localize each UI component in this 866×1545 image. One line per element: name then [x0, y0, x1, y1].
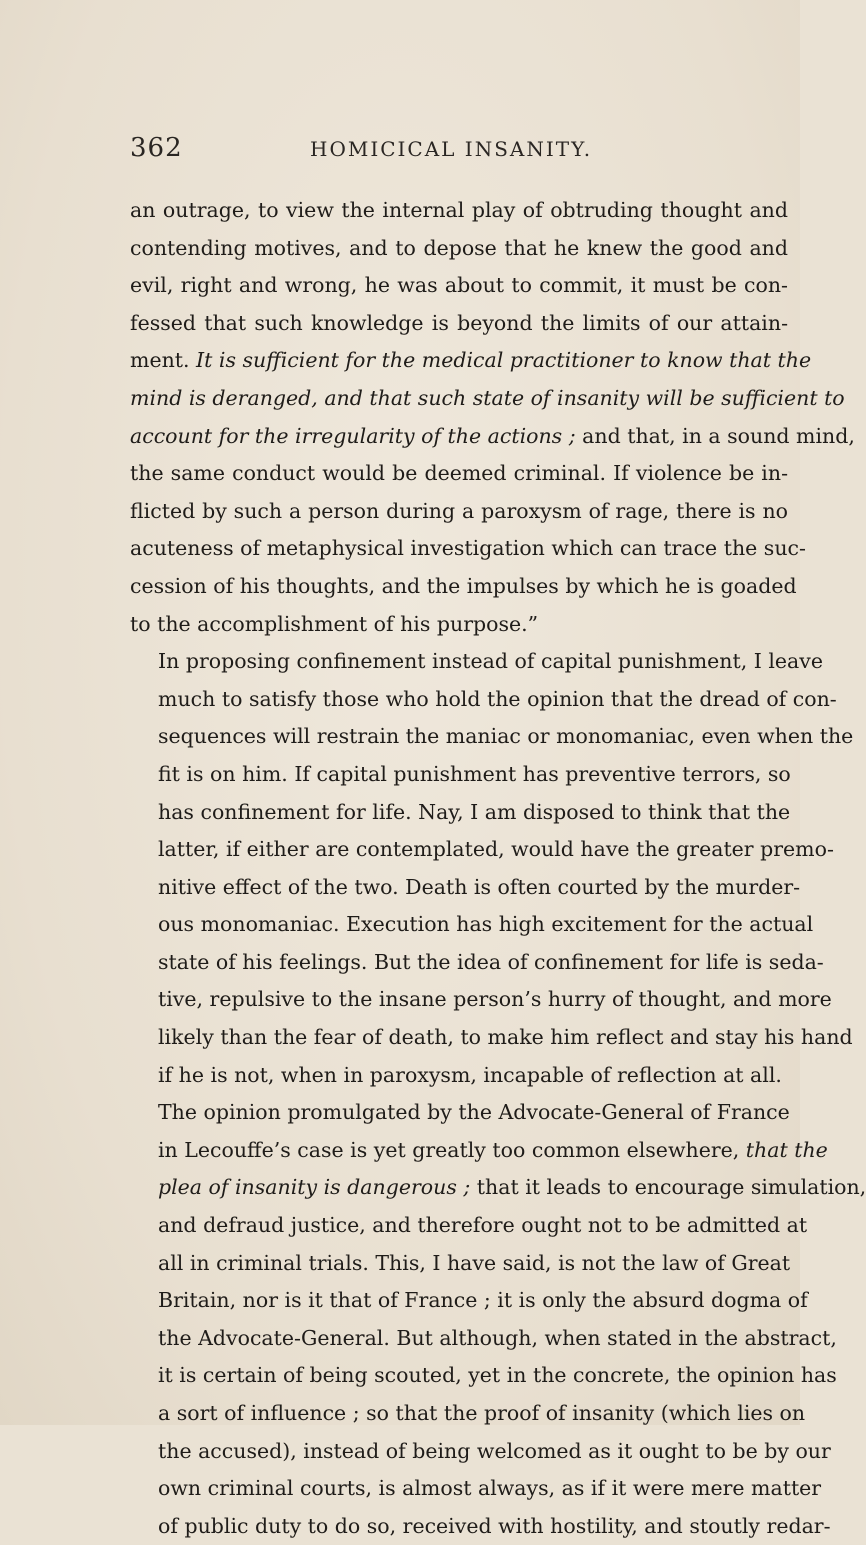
paragraph: [130, 192, 855, 643]
text-run: ous monomaniac. Execution has high excitement for the actual: [158, 912, 814, 937]
italic-text: account for the irregularity of the actions ;: [130, 423, 576, 448]
text-run: in Lecouffe’s case is yet greatly too common elsewhere,: [158, 1137, 746, 1162]
paragraph: [130, 643, 854, 1094]
text-run: the same conduct would be deemed criminal. If violence be in-: [130, 461, 788, 486]
text-run: latter, if either are contemplated, would have the greater premo-: [158, 837, 834, 862]
text-line: [130, 568, 797, 606]
body-text: [130, 192, 866, 1545]
text-line: [130, 643, 823, 681]
text-run: and that, in a sound mind,: [575, 423, 855, 448]
text-run: state of his feelings. But the idea of confinement for life is seda-: [158, 949, 824, 974]
text-line: [130, 1508, 831, 1545]
text-line: [130, 380, 845, 418]
text-line: [130, 1132, 828, 1170]
text-line: [130, 794, 791, 832]
page-number: 362: [130, 133, 183, 163]
text-run: that it leads to encourage simulation,: [470, 1175, 866, 1200]
text-run: sequences will restrain the maniac or monomaniac, even when the: [158, 724, 854, 749]
running-head: [130, 133, 780, 173]
text-run: and defraud justice, and therefore ought not to be admitted at: [158, 1213, 808, 1238]
text-run: a sort of influence ; so that the proof of insanity (which lies on: [158, 1401, 806, 1425]
text-line: [130, 1019, 853, 1057]
text-run: contending motives, and to depose that he knew the good and: [130, 235, 788, 260]
text-run: acuteness of metaphysical investigation which can trace the suc-: [130, 536, 806, 561]
text-line: [130, 718, 854, 756]
text-line: [130, 981, 832, 1019]
running-title: HOMICICAL INSANITY.: [310, 137, 593, 161]
text-line: [130, 1433, 831, 1471]
text-line: [130, 1282, 808, 1320]
text-line: [130, 869, 801, 907]
text-run: the Advocate-General. But although, when stated in the abstract,: [158, 1325, 837, 1350]
text-line: [130, 906, 814, 944]
text-run: flicted by such a person during a paroxysm of rage, there is no: [130, 498, 788, 523]
text-run: an outrage, to view the internal play of obtruding thought and: [130, 198, 788, 222]
text-line: [130, 418, 855, 456]
text-line: [130, 606, 788, 644]
text-line: [130, 1245, 791, 1283]
text-run: all in criminal trials. This, I have said, is not the law of Great: [158, 1250, 791, 1275]
text-line: [130, 1320, 837, 1358]
italic-text: plea of insanity is dangerous ;: [158, 1175, 471, 1200]
paragraph: [130, 1094, 866, 1545]
text-run: fessed that such knowledge is beyond the limits of our attain-: [130, 310, 788, 335]
text-run: own criminal courts, is almost always, as if it were mere matter: [158, 1476, 822, 1501]
text-line: [130, 1057, 788, 1095]
text-run: fit is on him. If capital punishment has preventive terrors, so: [158, 761, 791, 786]
text-line: [130, 1395, 806, 1433]
italic-text: that the: [745, 1137, 828, 1162]
text-run: it is certain of being scouted, yet in the concrete, the opinion has: [158, 1363, 837, 1388]
text-run: tive, repulsive to the insane person’s hurry of thought, and more: [158, 987, 832, 1012]
text-run: ment.: [130, 348, 197, 373]
text-line: [130, 342, 812, 380]
italic-text: It is sufficient for the medical practitioner to know that the: [196, 348, 812, 373]
text-run: has confinement for life. Nay, I am disposed to think that the: [158, 799, 791, 824]
text-line: [130, 1094, 788, 1132]
text-line: [130, 305, 788, 343]
text-run: cession of his thoughts, and the impulses by which he is goaded: [130, 573, 797, 598]
text-run: much to satisfy those who hold the opinion that the dread of con-: [158, 686, 837, 711]
text-run: evil, right and wrong, he was about to commit, it must be con-: [130, 273, 788, 298]
text-line: [130, 230, 788, 268]
text-run: In proposing confinement instead of capital punishment, I leave: [158, 649, 823, 674]
text-line: [130, 267, 788, 305]
text-line: [130, 1207, 808, 1245]
text-line: [130, 1357, 837, 1395]
text-line: [130, 1470, 822, 1508]
text-line: [130, 681, 837, 719]
text-line: [130, 530, 806, 568]
text-line: [130, 831, 834, 869]
text-run: if he is not, when in paroxysm, incapable of reflection at all.: [158, 1062, 782, 1087]
text-line: [130, 756, 791, 794]
text-run: nitive effect of the two. Death is often courted by the murder-: [158, 874, 801, 899]
text-line: [130, 455, 788, 493]
text-line: [130, 493, 788, 531]
italic-text: mind is deranged, and that such state of insanity will be sufficient to: [130, 385, 845, 410]
text-run: of public duty to do so, received with hostility, and stoutly redar-: [158, 1513, 831, 1538]
text-run: likely than the fear of death, to make him reflect and stay his hand: [158, 1025, 853, 1050]
text-line: [130, 192, 788, 230]
text-run: Britain, nor is it that of France ; it is only the absurd dogma of: [158, 1288, 808, 1313]
text-line: [130, 1169, 866, 1207]
text-run: to the accomplishment of his purpose.”: [130, 611, 539, 636]
text-run: the accused), instead of being welcomed as it ought to be by our: [158, 1438, 831, 1463]
text-run: The opinion promulgated by the Advocate-General of France: [158, 1100, 790, 1125]
text-line: [130, 944, 824, 982]
